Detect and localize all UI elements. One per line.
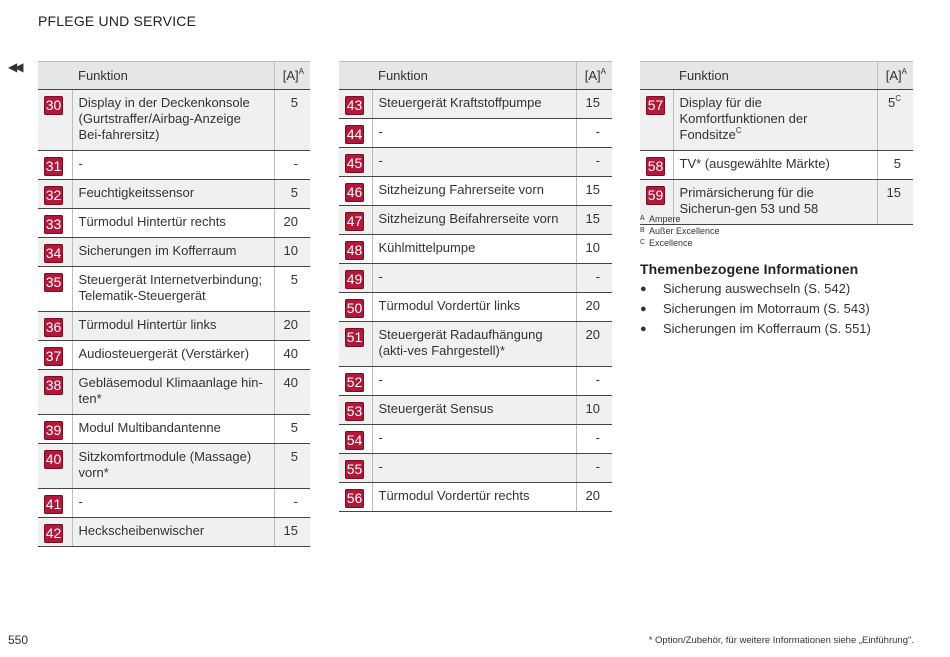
fuse-amp: 40	[283, 346, 298, 361]
header-function: Funktion	[72, 62, 274, 90]
fuse-function-cell	[372, 396, 576, 425]
fuse-function-cell	[372, 177, 576, 206]
fuse-function-cell	[72, 267, 274, 312]
fuse-function-cell	[372, 90, 576, 119]
fuse-amp: 10	[585, 240, 600, 255]
table-row	[339, 293, 612, 322]
fuse-number-icon: 49	[346, 271, 363, 287]
fuse-amp: 20	[585, 327, 600, 342]
fuse-number-icon: 34	[45, 245, 62, 261]
fuse-function-cell	[372, 119, 576, 148]
fuse-function: -	[378, 430, 383, 445]
fuse-number-cell	[339, 367, 372, 396]
fuse-number-icon: 46	[346, 184, 363, 200]
fuse-function-cell	[72, 180, 274, 209]
fuse-amp-cell	[274, 209, 310, 238]
fuse-function: Türmodul Vordertür links	[378, 298, 521, 313]
fuse-amp-cell	[576, 235, 612, 264]
fuse-number-cell	[38, 370, 72, 415]
page-header-title: PFLEGE UND SERVICE	[38, 13, 197, 29]
table-row	[339, 483, 612, 512]
fuse-function-cell	[72, 518, 274, 547]
related-link[interactable]: Sicherung auswechseln (S. 542)	[663, 281, 851, 296]
table-row	[339, 367, 612, 396]
fuse-number-cell	[38, 341, 72, 370]
fuse-number-icon: 30	[45, 97, 62, 113]
fuse-amp: 15	[585, 95, 600, 110]
fuse-function: -	[78, 494, 83, 509]
fuse-amp: -	[595, 459, 600, 474]
fuse-function-cell	[673, 90, 877, 151]
fuse-function-cell	[372, 322, 576, 367]
table-row	[339, 425, 612, 454]
fuse-number-icon: 56	[346, 490, 363, 506]
fuse-amp-cell	[877, 90, 913, 151]
related-link[interactable]: Sicherungen im Motorraum (S. 543)	[663, 301, 870, 316]
fuse-amp-cell	[576, 454, 612, 483]
related-link-item	[640, 299, 920, 319]
fuse-amp-cell	[576, 206, 612, 235]
header-function: Funktion	[372, 62, 576, 90]
fuse-number-icon: 40	[45, 451, 62, 467]
fuse-table-2	[339, 61, 612, 512]
fuse-function: Steuergerät Kraftstoffpumpe	[378, 95, 542, 110]
fuse-function-cell	[372, 235, 576, 264]
fuse-number-icon: 31	[45, 158, 62, 174]
table-row	[38, 180, 310, 209]
fuse-number-cell	[339, 177, 372, 206]
fuse-number-cell	[38, 209, 72, 238]
table-row	[339, 264, 612, 293]
fuse-function-cell	[372, 454, 576, 483]
fuse-amp-cell	[274, 238, 310, 267]
fuse-function: Display für die Komfortfunktionen der Fondsitze	[679, 95, 808, 142]
related-link-item	[640, 279, 920, 299]
fuse-amp-cell	[274, 444, 310, 489]
fuse-function-cell	[372, 367, 576, 396]
fuse-table-3	[640, 61, 913, 225]
fuse-function-cell	[72, 312, 274, 341]
fuse-number-cell	[339, 206, 372, 235]
fuse-function-cell	[72, 238, 274, 267]
page-number: 550	[8, 633, 29, 647]
fuse-amp: 15	[585, 211, 600, 226]
table-header-row	[640, 62, 913, 90]
fuse-number-icon: 43	[346, 97, 363, 113]
table-row	[339, 177, 612, 206]
table-row	[339, 119, 612, 148]
fuse-number-icon: 44	[346, 126, 363, 142]
fuse-function: Türmodul Vordertür rechts	[378, 488, 530, 503]
fuse-number-icon: 53	[346, 403, 363, 419]
fuse-amp: 5	[887, 95, 896, 110]
fuse-function: Feuchtigkeitssensor	[78, 185, 195, 200]
fuse-number-icon: 35	[45, 274, 62, 290]
fuse-number-icon: 47	[346, 213, 363, 229]
table-row	[38, 370, 310, 415]
fuse-amp: -	[293, 494, 298, 509]
fuse-number-cell	[339, 119, 372, 148]
fuse-function-cell	[72, 489, 274, 518]
fuse-number-cell	[339, 483, 372, 512]
fuse-amp-cell	[576, 322, 612, 367]
fuse-function: Audiosteuergerät (Verstärker)	[78, 346, 250, 361]
fuse-function: Display in der Deckenkonsole (Gurtstraffer/Airbag-Anzeige Bei-fahrersitz)	[78, 95, 250, 142]
fuse-amp-cell	[576, 483, 612, 512]
fuse-amp-cell	[274, 180, 310, 209]
fuse-number-icon: 33	[45, 216, 62, 232]
fuse-function: Türmodul Hintertür rechts	[78, 214, 226, 229]
table-row	[38, 238, 310, 267]
fuse-number-icon: 48	[346, 242, 363, 258]
function-footnote-mark: C	[735, 125, 742, 135]
fuse-amp-cell	[576, 148, 612, 177]
fuse-number-cell	[339, 235, 372, 264]
amp-footnote-mark: C	[895, 93, 901, 103]
fuse-number-cell	[339, 454, 372, 483]
table-row	[339, 322, 612, 367]
fuse-amp-cell	[274, 415, 310, 444]
fuse-number-icon: 52	[346, 374, 363, 390]
header-function: Funktion	[673, 62, 877, 90]
fuse-amp: -	[595, 269, 600, 284]
fuse-amp-cell	[274, 267, 310, 312]
fuse-number-cell	[38, 90, 72, 151]
fuse-amp: 20	[585, 488, 600, 503]
fuse-amp-cell	[274, 370, 310, 415]
fuse-amp-cell	[576, 293, 612, 322]
fuse-number-icon: 51	[346, 329, 363, 345]
fuse-number-cell	[38, 238, 72, 267]
table-row	[38, 90, 310, 151]
table-row	[339, 206, 612, 235]
fuse-number-icon: 59	[647, 187, 664, 203]
table-header-row	[339, 62, 612, 90]
table-row	[38, 267, 310, 312]
fuse-function-cell	[72, 341, 274, 370]
fuse-function-cell	[372, 483, 576, 512]
fuse-amp: 15	[283, 523, 298, 538]
fuse-function-cell	[72, 90, 274, 151]
fuse-function: Sitzkomfortmodule (Massage) vorn*	[78, 449, 252, 480]
fuse-amp-cell	[274, 489, 310, 518]
fuse-amp: 15	[886, 185, 901, 200]
fuse-amp-cell	[576, 425, 612, 454]
fuse-function: Sicherungen im Kofferraum	[78, 243, 237, 258]
related-links-list	[640, 279, 920, 339]
fuse-amp: -	[595, 430, 600, 445]
fuse-function: Türmodul Hintertür links	[78, 317, 217, 332]
fuse-function: Kühlmittelpumpe	[378, 240, 476, 255]
bullet-icon: ●	[640, 303, 647, 315]
fuse-amp-cell	[274, 151, 310, 180]
fuse-number-cell	[38, 180, 72, 209]
fuse-amp-cell	[877, 180, 913, 225]
fuse-function-cell	[673, 151, 877, 180]
fuse-number-cell	[339, 322, 372, 367]
fuse-function: -	[378, 124, 383, 139]
fuse-amp: 10	[283, 243, 298, 258]
fuse-table-1	[38, 61, 310, 547]
fuse-number-icon: 36	[45, 319, 62, 335]
fuse-function-cell	[72, 415, 274, 444]
header-amp: [A]$^A$	[274, 62, 310, 90]
bullet-icon: ●	[640, 323, 647, 335]
double-chevron-left-icon[interactable]: ◀◀	[8, 60, 21, 74]
fuse-number-cell	[339, 293, 372, 322]
table-row	[38, 209, 310, 238]
fuse-number-cell	[38, 518, 72, 547]
footnote-b: B Außer Excellence	[640, 226, 720, 236]
table-row	[339, 235, 612, 264]
fuse-number-cell	[38, 312, 72, 341]
fuse-amp: 10	[585, 401, 600, 416]
fuse-amp-cell	[576, 177, 612, 206]
fuse-function: Steuergerät Internetverbindung; Telematik-Steuergerät	[78, 272, 263, 303]
fuse-function: Modul Multibandantenne	[78, 420, 221, 435]
fuse-function: Gebläsemodul Klimaanlage hin-ten*	[78, 375, 263, 406]
table-row	[339, 90, 612, 119]
footnote-c: C Excellence	[640, 238, 693, 248]
fuse-amp: 5	[290, 95, 298, 110]
fuse-amp: -	[595, 372, 600, 387]
fuse-number-icon: 42	[45, 525, 62, 541]
table-row	[640, 90, 913, 151]
related-link[interactable]: Sicherungen im Kofferraum (S. 551)	[663, 321, 871, 336]
fuse-function-cell	[72, 370, 274, 415]
fuse-amp: -	[293, 156, 298, 171]
fuse-number-icon: 37	[45, 348, 62, 364]
fuse-function-cell	[72, 209, 274, 238]
fuse-number-icon: 32	[45, 187, 62, 203]
fuse-amp: 20	[283, 214, 298, 229]
fuse-function: Primärsicherung für die Sicherun-gen 53 und 58	[679, 185, 819, 216]
fuse-amp: 5	[290, 185, 298, 200]
fuse-amp-cell	[274, 312, 310, 341]
fuse-number-icon: 45	[346, 155, 363, 171]
fuse-function-cell	[372, 206, 576, 235]
header-number-cell	[640, 62, 673, 90]
footnotes	[640, 213, 720, 249]
fuse-number-icon: 39	[45, 422, 62, 438]
fuse-amp: 40	[283, 375, 298, 390]
fuse-function: Sitzheizung Fahrerseite vorn	[378, 182, 544, 197]
table-row	[339, 396, 612, 425]
header-number-cell	[339, 62, 372, 90]
fuse-function: -	[378, 372, 383, 387]
footer-note: * Option/Zubehör, für weitere Informationen siehe „Einführung".	[648, 635, 914, 646]
fuse-amp: 20	[283, 317, 298, 332]
fuse-function-cell	[372, 148, 576, 177]
fuse-function: -	[378, 269, 383, 284]
fuse-number-cell	[339, 425, 372, 454]
table-row	[38, 151, 310, 180]
related-info	[640, 261, 920, 339]
fuse-amp-cell	[274, 518, 310, 547]
fuse-function: Heckscheibenwischer	[78, 523, 205, 538]
fuse-function-cell	[72, 444, 274, 489]
fuse-amp: -	[595, 124, 600, 139]
table-row	[339, 454, 612, 483]
fuse-function-cell	[72, 151, 274, 180]
fuse-amp-cell	[877, 151, 913, 180]
fuse-number-cell	[640, 151, 673, 180]
fuse-function-cell	[372, 293, 576, 322]
fuse-number-cell	[640, 90, 673, 151]
fuse-number-cell	[339, 396, 372, 425]
table-row	[38, 312, 310, 341]
header-amp: [A]$^A$	[576, 62, 612, 90]
header-amp: [A]$^A$	[877, 62, 913, 90]
fuse-function: -	[78, 156, 83, 171]
fuse-amp: 15	[585, 182, 600, 197]
fuse-number-cell	[339, 264, 372, 293]
footnote-a: A Ampere	[640, 214, 681, 224]
fuse-number-icon: 41	[45, 496, 62, 512]
fuse-function-cell	[372, 264, 576, 293]
fuse-number-icon: 58	[647, 158, 664, 174]
bullet-icon: ●	[640, 283, 647, 295]
fuse-number-icon: 54	[346, 432, 363, 448]
fuse-amp: -	[595, 153, 600, 168]
fuse-number-cell	[38, 151, 72, 180]
fuse-amp: 5	[893, 156, 901, 171]
fuse-amp-cell	[576, 264, 612, 293]
fuse-function: TV* (ausgewählte Märkte)	[679, 156, 830, 171]
fuse-number-cell	[38, 267, 72, 312]
fuse-function: Steuergerät Sensus	[378, 401, 494, 416]
table-row	[38, 444, 310, 489]
table-row	[38, 489, 310, 518]
fuse-amp: 20	[585, 298, 600, 313]
fuse-number-icon: 50	[346, 300, 363, 316]
fuse-function: Sitzheizung Beifahrerseite vorn	[378, 211, 559, 226]
related-link-item	[640, 319, 920, 339]
fuse-amp-cell	[274, 90, 310, 151]
fuse-amp-cell	[576, 396, 612, 425]
fuse-amp: 5	[290, 449, 298, 464]
fuse-number-cell	[38, 444, 72, 489]
fuse-amp-cell	[576, 119, 612, 148]
fuse-amp-cell	[576, 367, 612, 396]
fuse-number-cell	[339, 90, 372, 119]
fuse-number-cell	[38, 489, 72, 518]
related-info-title: Themenbezogene Informationen	[640, 261, 859, 277]
fuse-function-cell	[372, 425, 576, 454]
fuse-function: Steuergerät Radaufhängung (akti-ves Fahrgestell)*	[378, 327, 543, 358]
fuse-amp: 5	[290, 420, 298, 435]
fuse-number-icon: 57	[647, 97, 664, 113]
fuse-number-icon: 55	[346, 461, 363, 477]
table-row	[38, 518, 310, 547]
table-row	[640, 151, 913, 180]
fuse-amp: 5	[290, 272, 298, 287]
fuse-number-cell	[339, 148, 372, 177]
fuse-number-icon: 38	[45, 377, 62, 393]
table-row	[38, 341, 310, 370]
table-header-row	[38, 62, 310, 90]
header-number-cell	[38, 62, 72, 90]
fuse-amp-cell	[274, 341, 310, 370]
table-row	[38, 415, 310, 444]
fuse-function: -	[378, 153, 383, 168]
fuse-amp-cell	[576, 90, 612, 119]
table-row	[339, 148, 612, 177]
fuse-number-cell	[38, 415, 72, 444]
fuse-function: -	[378, 459, 383, 474]
